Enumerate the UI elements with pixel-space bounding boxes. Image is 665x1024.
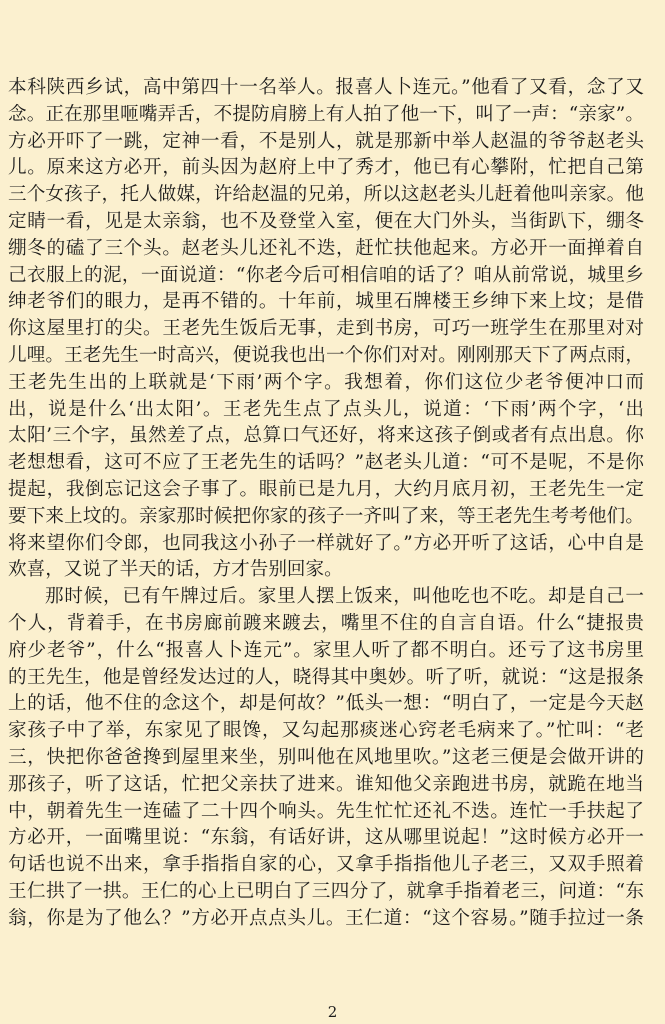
text-line: 本科陕西乡试，高中第四十一名举人。报喜人卜连元。”他看了又看，念了又 [8,77,644,98]
text-line: 己衣服上的泥，一面说道：“你老今后可相信咱的话了？咱从前常说，城里乡 [8,264,644,286]
text-line: 三个女孩子，托人做媒，许给赵温的兄弟，所以这赵老头儿赶着他叫亲家。他 [8,184,644,206]
text-line: 你这屋里打的尖。王老先生饭后无事，走到书房，可巧一班学生在那里对对 [8,318,644,340]
text-line: 府少老爷”，什么“报喜人卜连元”。家里人听了都不明白。还亏了这书房里 [8,639,644,661]
text-line: 儿。原来这方必开，前头因为赵府上中了秀才，他已有心攀附，忙把自己第 [8,157,644,179]
text-line: 出，说是什么‘出太阳’。王老先生点了点头儿，说道：‘下雨’两个字，‘出 [8,398,644,420]
text-line: 将来望你们令郎，也同我这小孙子一样就好了。”方必开听了这话，心中自是 [8,532,644,554]
text-line: 儿哩。王老先生一时高兴，便说我也出一个你们对对。刚刚那天下了两点雨， [8,344,644,366]
text-line: 翁，你是为了他么？”方必开点点头儿。王仁道：“这个容易。”随手拉过一条 [8,907,644,929]
text-line: 那孩子，听了这话，忙把父亲扶了进来。谁知他父亲跑进书房，就跪在地当 [8,773,644,795]
text-line: 中，朝着先生一连磕了二十四个响头。先生忙忙还礼不迭。连忙一手扶起了 [8,800,644,822]
body-text [8,75,644,933]
paragraph-end-line: 欢喜，又说了半天的话，方才告别回家。 [8,559,343,581]
text-line: 句话也说不出来，拿手指指自家的心，又拿手指指他儿子老三，又双手照着 [8,854,644,876]
text-line: 定睛一看，见是太亲翁，也不及登堂入室，便在大门外头，当街趴下，绷冬 [8,210,644,232]
text-line: 家孩子中了举，东家见了眼馋，又勾起那痰迷心窍老毛病来了。”忙叫：“老 [8,720,644,742]
text-line: 绅老爷们的眼力，是再不错的。十年前，城里石牌楼王乡绅下来上坟；是借 [8,291,644,313]
text-line: 的王先生，他是曾经发达过的人，晓得其中奥妙。听了听，就说：“这是报条 [8,666,644,688]
text-line: 太阳’三个字，虽然差了点，总算口气还好，将来这孩子倒或者有点出息。你 [8,425,644,447]
text-line: 绷冬的磕了三个头。赵老头儿还礼不迭，赶忙扶他起来。方必开一面掸着自 [8,237,644,259]
text-line: 王仁拱了一拱。王仁的心上已明白了三四分了，就拿手指着老三，问道：“东 [8,880,644,902]
page-number: 2 [327,1003,338,1021]
text-line: 老想想看，这可不应了王老先生的话吗？”赵老头儿道：“可不是呢，不是你 [8,452,644,474]
text-line: 个人，背着手，在书房廊前踱来踱去，嘴里不住的自言自语。什么“捷报贵 [8,612,644,634]
text-line: 王老先生出的上联就是‘下雨’两个字。我想着，你们这位少老爷便冲口而 [8,371,644,393]
text-line: 上的话，他不住的念这个，却是何故？”低头一想：“明白了，一定是今天赵 [8,693,644,715]
text-line: 提起，我倒忘记这会子事了。眼前已是九月，大约月底月初，王老先生一定 [8,478,644,500]
paragraph-start-line: 那时候，已有午牌过后。家里人摆上饭来，叫他吃也不吃。却是自己一 [45,586,644,608]
text-line: 念。正在那里咂嘴弄舌，不提防肩膀上有人拍了他一下，叫了一声：“亲家”。 [8,103,644,125]
text-line: 三，快把你爸爸搀到屋里来坐，别叫他在风地里吹。”这老三便是会做开讲的 [8,746,644,768]
text-line: 方必开，一面嘴里说：“东翁，有话好讲，这从哪里说起！”这时候方必开一 [8,827,644,849]
text-line: 方必开吓了一跳，定神一看，不是别人，就是那新中举人赵温的爷爷赵老头 [8,130,644,152]
text-line: 要下来上坟的。亲家那时候把你家的孩子一齐叫了来，等王老先生考考他们。 [8,505,644,527]
